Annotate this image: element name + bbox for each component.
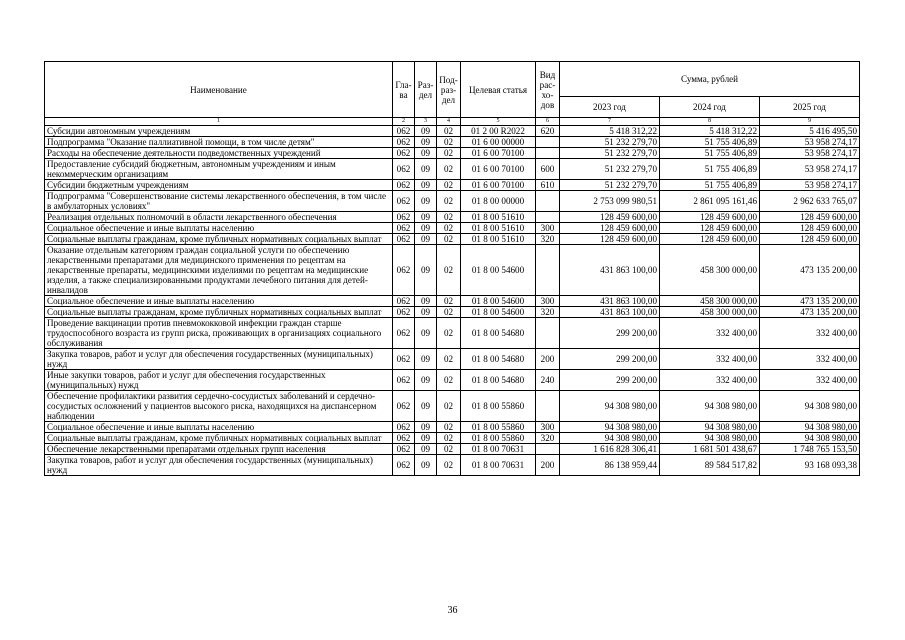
- row-amount-2025: 128 459 600,00: [760, 212, 860, 223]
- row-expense-type: 240: [536, 370, 560, 391]
- row-podrazdel: 02: [437, 318, 461, 349]
- row-amount-2023: 51 232 279,70: [560, 137, 660, 148]
- row-podrazdel: 02: [437, 159, 461, 180]
- row-amount-2024: 128 459 600,00: [660, 212, 760, 223]
- row-expense-type: 200: [536, 349, 560, 370]
- row-name: Расходы на обеспечение деятельности подведомственных учреждений: [45, 148, 393, 159]
- row-razdel: 09: [415, 391, 437, 422]
- page-number: 36: [447, 605, 458, 616]
- table-row: [45, 159, 860, 180]
- header-podrazdel: Под-раз-дел: [437, 62, 461, 118]
- row-amount-2023: 51 232 279,70: [560, 159, 660, 180]
- header-razdel: Раз-дел: [415, 62, 437, 118]
- row-target-article: 01 2 00 R2022: [461, 126, 536, 137]
- row-glava: 062: [393, 126, 415, 137]
- row-podrazdel: 02: [437, 422, 461, 433]
- row-amount-2023: 5 418 312,22: [560, 126, 660, 137]
- row-target-article: 01 8 00 54680: [461, 318, 536, 349]
- row-name: Оказание отдельным категориям граждан социальной услуги по обеспечению лекарственными препаратами для медицинского применения по рецептам на лекарственные препараты, медицинскими изделиями по рецептам на медицинские изделия, а также специализированными продуктами лечебного питания для детей-инвалидов: [45, 245, 393, 296]
- row-name: Подпрограмма "Совершенствование системы лекарственного обеспечения, в том числе в амбулаторных условиях": [45, 191, 393, 212]
- table-row: [45, 137, 860, 148]
- row-amount-2025: 5 416 495,50: [760, 126, 860, 137]
- row-name: Обеспечение лекарственными препаратами отдельных групп населения: [45, 444, 393, 455]
- row-razdel: 09: [415, 455, 437, 476]
- header-glava: Гла-ва: [393, 62, 415, 118]
- header-tselevaya: Целевая статья: [461, 62, 536, 118]
- budget-table: [44, 61, 860, 476]
- row-amount-2024: 89 584 517,82: [660, 455, 760, 476]
- row-name: Социальное обеспечение и иные выплаты населению: [45, 296, 393, 307]
- table-row: [45, 148, 860, 159]
- col-num: 7: [560, 118, 660, 126]
- row-amount-2025: 473 135 200,00: [760, 245, 860, 296]
- row-razdel: 09: [415, 180, 437, 191]
- row-podrazdel: 02: [437, 349, 461, 370]
- row-glava: 062: [393, 159, 415, 180]
- row-target-article: 01 8 00 55860: [461, 422, 536, 433]
- row-glava: 062: [393, 234, 415, 245]
- row-name: Предоставление субсидий бюджетным, автономным учреждениям и иным некоммерческим организациям: [45, 159, 393, 180]
- row-podrazdel: 02: [437, 433, 461, 444]
- row-target-article: 01 6 00 70100: [461, 159, 536, 180]
- row-amount-2024: 128 459 600,00: [660, 223, 760, 234]
- row-expense-type: 300: [536, 296, 560, 307]
- row-expense-type: 320: [536, 234, 560, 245]
- row-razdel: 09: [415, 349, 437, 370]
- row-amount-2025: 128 459 600,00: [760, 223, 860, 234]
- row-glava: 062: [393, 191, 415, 212]
- row-podrazdel: 02: [437, 245, 461, 296]
- row-amount-2024: 51 755 406,89: [660, 159, 760, 180]
- row-amount-2024: 51 755 406,89: [660, 148, 760, 159]
- row-target-article: 01 8 00 54600: [461, 296, 536, 307]
- row-podrazdel: 02: [437, 148, 461, 159]
- row-glava: 062: [393, 422, 415, 433]
- col-num: 8: [660, 118, 760, 126]
- row-target-article: 01 8 00 51610: [461, 212, 536, 223]
- row-amount-2025: 94 308 980,00: [760, 391, 860, 422]
- row-name: Социальное обеспечение и иные выплаты населению: [45, 422, 393, 433]
- row-amount-2024: 332 400,00: [660, 318, 760, 349]
- row-amount-2023: 94 308 980,00: [560, 391, 660, 422]
- row-name: Закупка товаров, работ и услуг для обеспечения государственных (муниципальных) нужд: [45, 455, 393, 476]
- row-razdel: 09: [415, 126, 437, 137]
- row-amount-2023: 431 863 100,00: [560, 307, 660, 318]
- table-row: [45, 234, 860, 245]
- row-amount-2023: 431 863 100,00: [560, 245, 660, 296]
- col-num: 3: [415, 118, 437, 126]
- row-amount-2025: 1 748 765 153,50: [760, 444, 860, 455]
- row-amount-2023: 128 459 600,00: [560, 223, 660, 234]
- row-glava: 062: [393, 318, 415, 349]
- row-glava: 062: [393, 391, 415, 422]
- row-name: Социальные выплаты гражданам, кроме публичных нормативных социальных выплат: [45, 433, 393, 444]
- row-amount-2024: 1 681 501 438,67: [660, 444, 760, 455]
- row-podrazdel: 02: [437, 234, 461, 245]
- row-amount-2025: 473 135 200,00: [760, 307, 860, 318]
- table-row: [45, 349, 860, 370]
- row-amount-2024: 51 755 406,89: [660, 180, 760, 191]
- col-num: 2: [393, 118, 415, 126]
- row-target-article: 01 8 00 54600: [461, 307, 536, 318]
- row-expense-type: 600: [536, 159, 560, 180]
- row-target-article: 01 8 00 55860: [461, 391, 536, 422]
- row-glava: 062: [393, 444, 415, 455]
- row-amount-2023: 299 200,00: [560, 370, 660, 391]
- table-row: [45, 370, 860, 391]
- table-row: [45, 180, 860, 191]
- row-podrazdel: 02: [437, 223, 461, 234]
- row-amount-2023: 431 863 100,00: [560, 296, 660, 307]
- row-amount-2023: 94 308 980,00: [560, 433, 660, 444]
- row-name: Проведение вакцинации против пневмококковой инфекции граждан старше трудоспособного возраста из групп риска, проживающих в организациях социального обслуживания: [45, 318, 393, 349]
- row-amount-2025: 473 135 200,00: [760, 296, 860, 307]
- row-amount-2025: 53 958 274,17: [760, 148, 860, 159]
- row-podrazdel: 02: [437, 307, 461, 318]
- row-amount-2025: 53 958 274,17: [760, 180, 860, 191]
- row-target-article: 01 8 00 70631: [461, 455, 536, 476]
- row-amount-2023: 1 616 828 306,41: [560, 444, 660, 455]
- row-expense-type: 610: [536, 180, 560, 191]
- row-amount-2024: 332 400,00: [660, 349, 760, 370]
- row-target-article: 01 6 00 00000: [461, 137, 536, 148]
- row-name: Субсидии автономным учреждениям: [45, 126, 393, 137]
- row-expense-type: [536, 318, 560, 349]
- col-num: 5: [461, 118, 536, 126]
- table-row: [45, 307, 860, 318]
- row-expense-type: [536, 444, 560, 455]
- col-num: 9: [760, 118, 860, 126]
- row-target-article: 01 8 00 00000: [461, 191, 536, 212]
- row-amount-2025: 93 168 093,38: [760, 455, 860, 476]
- row-expense-type: 300: [536, 223, 560, 234]
- row-expense-type: [536, 391, 560, 422]
- row-podrazdel: 02: [437, 444, 461, 455]
- row-target-article: 01 8 00 51610: [461, 234, 536, 245]
- row-glava: 062: [393, 455, 415, 476]
- row-expense-type: 320: [536, 307, 560, 318]
- row-name: Иные закупки товаров, работ и услуг для обеспечения государственных (муниципальных) нужд: [45, 370, 393, 391]
- row-glava: 062: [393, 223, 415, 234]
- row-podrazdel: 02: [437, 212, 461, 223]
- row-razdel: 09: [415, 370, 437, 391]
- table-row: [45, 245, 860, 296]
- row-amount-2023: 51 232 279,70: [560, 148, 660, 159]
- header-year-2025: 2025 год: [760, 97, 860, 118]
- table-row: [45, 444, 860, 455]
- row-razdel: 09: [415, 234, 437, 245]
- row-glava: 062: [393, 307, 415, 318]
- row-amount-2025: 94 308 980,00: [760, 433, 860, 444]
- row-podrazdel: 02: [437, 137, 461, 148]
- row-razdel: 09: [415, 422, 437, 433]
- row-amount-2025: 2 962 633 765,07: [760, 191, 860, 212]
- col-num: 4: [437, 118, 461, 126]
- row-razdel: 09: [415, 212, 437, 223]
- row-glava: 062: [393, 212, 415, 223]
- row-podrazdel: 02: [437, 191, 461, 212]
- row-amount-2025: 332 400,00: [760, 318, 860, 349]
- header-summa: Сумма, рублей: [560, 62, 860, 97]
- row-podrazdel: 02: [437, 370, 461, 391]
- row-razdel: 09: [415, 223, 437, 234]
- row-amount-2025: 53 958 274,17: [760, 159, 860, 180]
- row-expense-type: [536, 137, 560, 148]
- header-year-2024: 2024 год: [660, 97, 760, 118]
- row-glava: 062: [393, 180, 415, 191]
- row-razdel: 09: [415, 148, 437, 159]
- row-expense-type: [536, 245, 560, 296]
- row-amount-2023: 2 753 099 980,51: [560, 191, 660, 212]
- table-row: [45, 296, 860, 307]
- row-amount-2023: 299 200,00: [560, 349, 660, 370]
- row-glava: 062: [393, 433, 415, 444]
- header-year-2023: 2023 год: [560, 97, 660, 118]
- row-expense-type: 200: [536, 455, 560, 476]
- row-target-article: 01 8 00 54680: [461, 349, 536, 370]
- row-podrazdel: 02: [437, 391, 461, 422]
- row-glava: 062: [393, 349, 415, 370]
- row-amount-2023: 51 232 279,70: [560, 180, 660, 191]
- row-target-article: 01 8 00 54680: [461, 370, 536, 391]
- row-name: Закупка товаров, работ и услуг для обеспечения государственных (муниципальных) нужд: [45, 349, 393, 370]
- row-expense-type: [536, 212, 560, 223]
- row-razdel: 09: [415, 444, 437, 455]
- table-row: [45, 391, 860, 422]
- row-amount-2025: 128 459 600,00: [760, 234, 860, 245]
- row-podrazdel: 02: [437, 296, 461, 307]
- row-glava: 062: [393, 148, 415, 159]
- row-target-article: 01 8 00 70631: [461, 444, 536, 455]
- row-glava: 062: [393, 245, 415, 296]
- table-row: [45, 455, 860, 476]
- row-glava: 062: [393, 296, 415, 307]
- row-amount-2024: 458 300 000,00: [660, 245, 760, 296]
- row-expense-type: [536, 148, 560, 159]
- row-podrazdel: 02: [437, 180, 461, 191]
- row-amount-2024: 458 300 000,00: [660, 307, 760, 318]
- header-vid: Вид рас-хо-дов: [536, 62, 560, 118]
- row-amount-2025: 53 958 274,17: [760, 137, 860, 148]
- row-amount-2025: 332 400,00: [760, 370, 860, 391]
- row-target-article: 01 6 00 70100: [461, 180, 536, 191]
- row-amount-2023: 94 308 980,00: [560, 422, 660, 433]
- row-amount-2023: 86 138 959,44: [560, 455, 660, 476]
- row-podrazdel: 02: [437, 455, 461, 476]
- row-razdel: 09: [415, 433, 437, 444]
- table-row: [45, 191, 860, 212]
- table-body: [45, 126, 860, 476]
- row-name: Социальное обеспечение и иные выплаты населению: [45, 223, 393, 234]
- row-amount-2024: 2 861 095 161,46: [660, 191, 760, 212]
- row-target-article: 01 8 00 55860: [461, 433, 536, 444]
- row-glava: 062: [393, 370, 415, 391]
- row-amount-2025: 332 400,00: [760, 349, 860, 370]
- row-razdel: 09: [415, 137, 437, 148]
- row-amount-2025: 94 308 980,00: [760, 422, 860, 433]
- row-razdel: 09: [415, 318, 437, 349]
- column-number-row: [45, 118, 860, 126]
- row-name: Субсидии бюджетным учреждениям: [45, 180, 393, 191]
- row-expense-type: 620: [536, 126, 560, 137]
- table-row: [45, 318, 860, 349]
- table-row: [45, 223, 860, 234]
- row-name: Обеспечение профилактики развития сердечно-сосудистых заболеваний и сердечно-сосудистых осложнений у пациентов высокого риска, находящихся на диспансерном наблюдении: [45, 391, 393, 422]
- row-amount-2024: 128 459 600,00: [660, 234, 760, 245]
- table-row: [45, 422, 860, 433]
- row-razdel: 09: [415, 159, 437, 180]
- row-amount-2024: 5 418 312,22: [660, 126, 760, 137]
- row-glava: 062: [393, 137, 415, 148]
- row-razdel: 09: [415, 307, 437, 318]
- row-target-article: 01 8 00 54600: [461, 245, 536, 296]
- row-name: Социальные выплаты гражданам, кроме публичных нормативных социальных выплат: [45, 234, 393, 245]
- row-name: Реализация отдельных полномочий в области лекарственного обеспечения: [45, 212, 393, 223]
- row-amount-2024: 332 400,00: [660, 370, 760, 391]
- row-expense-type: 300: [536, 422, 560, 433]
- row-target-article: 01 8 00 51610: [461, 223, 536, 234]
- row-name: Социальные выплаты гражданам, кроме публичных нормативных социальных выплат: [45, 307, 393, 318]
- row-amount-2024: 94 308 980,00: [660, 422, 760, 433]
- row-amount-2024: 94 308 980,00: [660, 391, 760, 422]
- row-expense-type: [536, 191, 560, 212]
- header-name: Наименование: [45, 62, 393, 118]
- row-razdel: 09: [415, 191, 437, 212]
- row-razdel: 09: [415, 245, 437, 296]
- row-razdel: 09: [415, 296, 437, 307]
- row-amount-2024: 458 300 000,00: [660, 296, 760, 307]
- row-podrazdel: 02: [437, 126, 461, 137]
- row-amount-2024: 94 308 980,00: [660, 433, 760, 444]
- table-row: [45, 433, 860, 444]
- col-num: 1: [45, 118, 393, 126]
- row-name: Подпрограмма "Оказание паллиативной помощи, в том числе детям": [45, 137, 393, 148]
- row-amount-2023: 128 459 600,00: [560, 212, 660, 223]
- row-target-article: 01 6 00 70100: [461, 148, 536, 159]
- row-amount-2024: 51 755 406,89: [660, 137, 760, 148]
- row-amount-2023: 299 200,00: [560, 318, 660, 349]
- col-num: 6: [536, 118, 560, 126]
- row-amount-2023: 128 459 600,00: [560, 234, 660, 245]
- table-row: [45, 126, 860, 137]
- table-row: [45, 212, 860, 223]
- row-expense-type: 320: [536, 433, 560, 444]
